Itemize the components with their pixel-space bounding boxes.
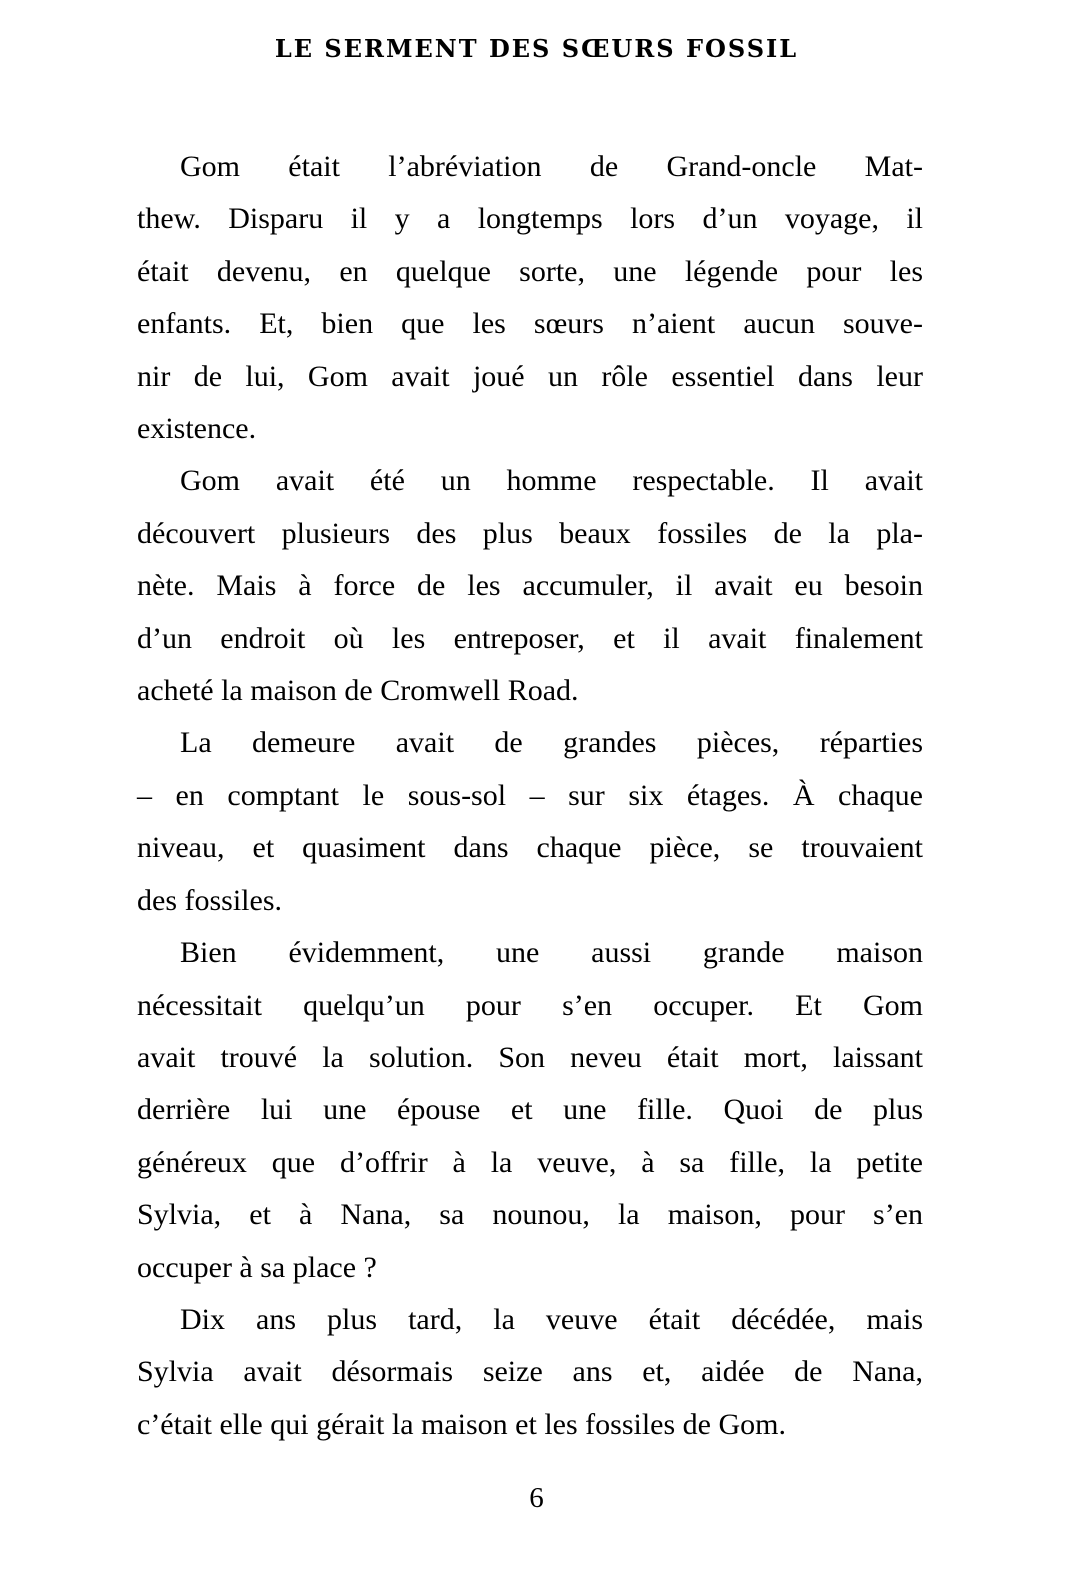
paragraph [137, 717, 923, 927]
text-line: Gom était l’abréviation de Grand-oncle Mat- [180, 150, 923, 183]
text-line: La demeure avait de grandes pièces, réparties [180, 726, 923, 760]
text-line: Sylvia, et à Nana, sa nounou, la maison, pour s’en [137, 1198, 923, 1232]
text-line: Gom avait été un homme respectable. Il avait [180, 464, 923, 498]
running-header: LE SERMENT DES SŒURS FOSSIL [274, 34, 799, 63]
paragraph [137, 455, 923, 717]
text-line: Sylvia avait désormais seize ans et, aidée de Nana, [137, 1355, 923, 1389]
text-line: derrière lui une épouse et une fille. Quoi de plus [137, 1093, 923, 1127]
text-line: thew. Disparu il y a longtemps lors d’un voyage, il [137, 202, 923, 236]
text-line: généreux que d’offrir à la veuve, à sa fille, la petite [137, 1145, 923, 1179]
text-line: Dix ans plus tard, la veuve était décédée, mais [180, 1302, 923, 1336]
text-line: nécessitait quelqu’un pour s’en occuper. Et Gom [137, 988, 923, 1022]
paragraph [137, 141, 923, 455]
text-line: – en comptant le sous-sol – sur six étages. À chaque [137, 778, 923, 812]
text-line: occuper à sa place ? [137, 1250, 377, 1284]
body-text [137, 141, 923, 1451]
text-line: nir de lui, Gom avait joué un rôle essentiel dans leur [137, 359, 923, 393]
text-line: niveau, et quasiment dans chaque pièce, se trouvaient [137, 831, 923, 865]
text-line: découvert plusieurs des plus beaux fossiles de la pla- [137, 516, 923, 550]
text-line: c’était elle qui gérait la maison et les fossiles de Gom. [137, 1407, 786, 1441]
paragraph [137, 1294, 923, 1451]
text-line: existence. [137, 412, 257, 446]
text-line: nète. Mais à force de les accumuler, il avait eu besoin [137, 569, 923, 603]
page-number: 6 [529, 1482, 544, 1514]
text-line: était devenu, en quelque sorte, une légende pour les [137, 254, 923, 288]
paragraph [137, 927, 923, 1294]
text-line: enfants. Et, bien que les sœurs n’aient aucun souve- [137, 307, 923, 341]
text-line: des fossiles. [137, 883, 282, 917]
text-line: avait trouvé la solution. Son neveu était mort, laissant [137, 1040, 923, 1074]
text-line: acheté la maison de Cromwell Road. [137, 674, 579, 708]
text-line: d’un endroit où les entreposer, et il avait finalement [137, 621, 923, 655]
text-line: Bien évidemment, une aussi grande maison [180, 936, 923, 970]
